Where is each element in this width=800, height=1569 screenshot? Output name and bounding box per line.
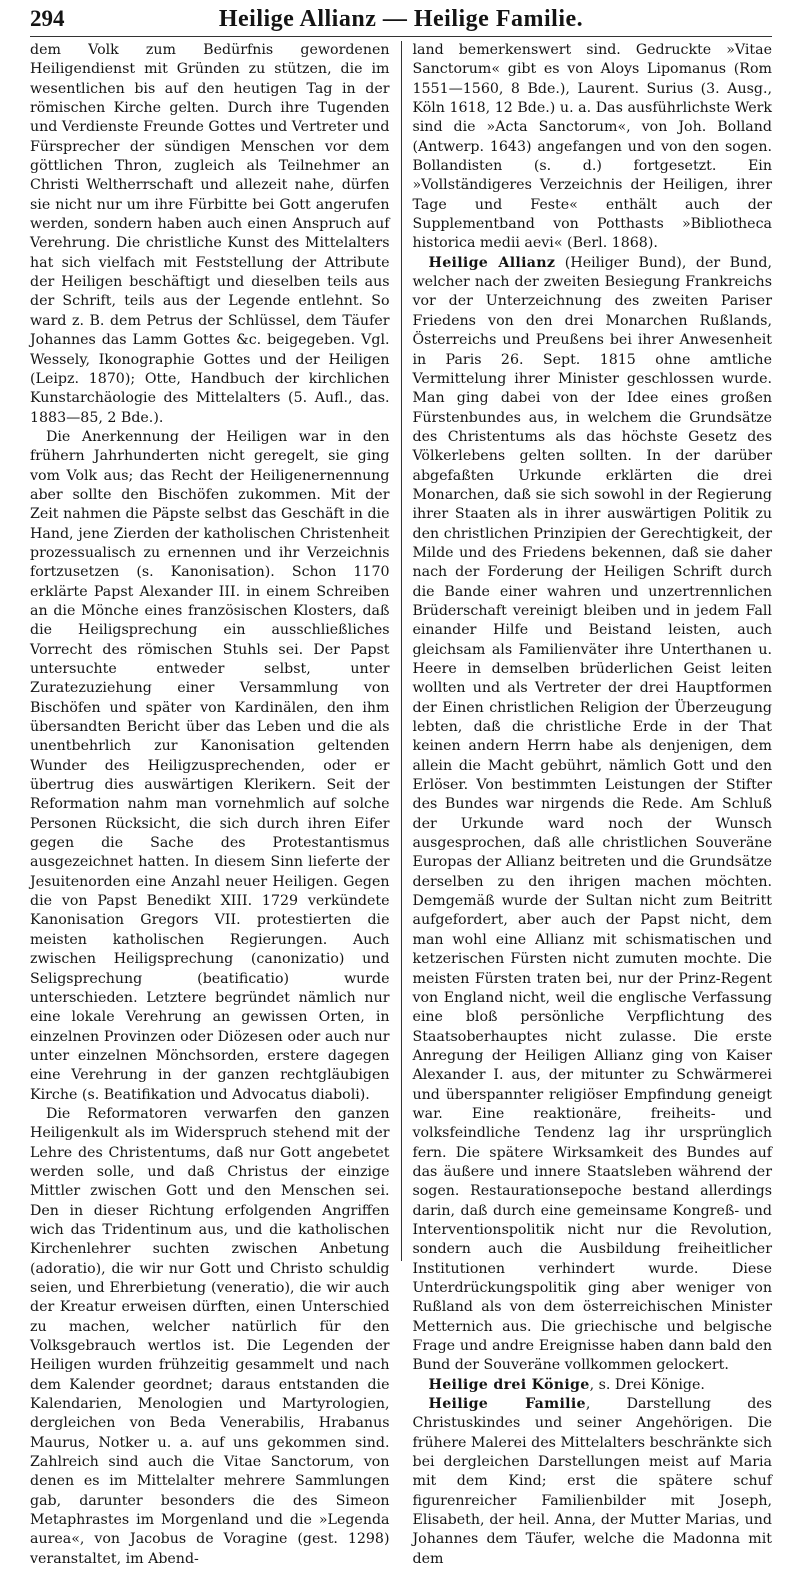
entry-paragraph [412,254,772,1376]
left-column [30,41,398,1567]
entry-lemma: Heilige Allianz [428,254,556,271]
body-paragraph: dem Volk zum Bedürfnis gewordenen Heiligendienst mit Gründen zu stützen, die im wesentlichen bis auf den heutigen Tag in der römischen Kirche gelten. Durch ihre Tugenden und Verdienste Freunde Gottes und Vertreter und Fürsprecher der sündigen Menschen vor dem göttlichen Thron, zugleich als Teilnehmer an Christi Weltherrschaft und allezeit nahe, dürfen sie nicht nur um ihre Fürbitte bei Gott angerufen werden, sondern haben auch einen Anspruch auf Verehrung. Die christliche Kunst des Mittelalters hat sich vielfach mit Feststellung der Attribute der Heiligen beschäftigt und dieselben teils aus der Schrift, teils aus der Legende entlehnt. So ward z. B. dem Petrus der Schlüssel, dem Täufer Johannes das Lamm Gottes &c. beigegeben. Vgl. Wessely, Ikonographie Gottes und der Heiligen (Leipz. 1870); Otte, Handbuch der kirchlichen Kunstarchäologie des Mittelalters (5. Aufl., das. 1883—85, 2 Bde.). [30,42,390,426]
entry-text: , Darstellung des Christuskindes und seiner Angehörigen. Die frühere Malerei des Mittelalters beschränkte sich bei dergleichen Darstellungen meist auf Maria mit dem Kind; erst die spätere schuf figurenreicher Familienbilder mit Joseph, Elisabeth, der heil. Anna, der Mutter Marias, und Johannes dem Täufer, welche die Madonna mit dem [412,1396,772,1567]
entry-paragraph [412,1395,772,1569]
entry-paragraph [412,1376,772,1395]
entry-lemma: Heilige drei Könige [428,1376,590,1393]
text-columns [30,41,772,1567]
body-paragraph: Die Reformatoren verwarfen den ganzen Heiligenkult als im Widerspruch stehend mit der Lehre des Christentums, daß nur Gott angebetet werden solle, und daß Christus der einzige Mittler zwischen Gott und den Menschen sei. Den in dieser Richtung erfolgenden Angriffen wich das Tridentinum aus, und die katholischen Kirchenlehrer suchten zwischen Anbetung (adoratio), die wir nur Gott und Christo schuldig seien, und Ehrerbietung (veneratio), die wir auch der Kreatur erweisen dürften, einen Unterschied zu machen, welcher natürlich für den Volksgebrauch wertlos ist. Die Legenden der Heiligen wurden frühzeitig gesammelt und nach dem Kalender geordnet; daraus entstanden die Kalendarien, Menologien und Martyrologien, dergleichen von Beda Venerabilis, Hrabanus Maurus, Notker u. a. auf uns gekommen sind. Zahlreich sind auch die Vitae Sanctorum, von denen es im Mittelalter mehrere Sammlungen gab, darunter besonders die des Simeon Metaphrastes im Morgenland und die »Legenda aurea«, von Jacobus de Voragine (gest. 1298) veranstaltet, im Abend- [30,1105,390,1567]
right-column [404,41,772,1567]
column-divider [401,41,402,1261]
body-paragraph: land bemerkenswert sind. Gedruckte »Vitae Sanctorum« gibt es von Aloys Lipomanus (Rom 1551—1560, 8 Bde.), Laurent. Surius (3. Ausg., Köln 1618, 12 Bde.) u. a. Das ausführlichste Werk sind die »Acta Sanctorum«, von Joh. Bolland (Antwerp. 1643) angefangen und von den sogen. Bollandisten (s. d.) fortgesetzt. Ein »Vollständigeres Verzeichnis der Heiligen, ihrer Tage und Feste« enthält auch der Supplementband von Potthasts »Bibliotheca historica medii aevi« (Berl. 1868). [412,42,772,252]
page-number: 294 [30,6,65,31]
page-header [30,6,772,37]
entry-lemma: Heilige Familie [428,1396,586,1413]
body-paragraph: Die Anerkennung der Heiligen war in den frühern Jahrhunderten nicht geregelt, sie ging vom Volk aus; das Recht der Heiligenernennung aber sollte den Bischöfen zukommen. Mit der Zeit nahmen die Päpste selbst das Geschäft in die Hand, jene Zierden der katholischen Christenheit prozessualisch zu ernennen und ihr Verzeichnis fortzusetzen (s. Kanonisation). Schon 1170 erklärte Papst Alexander III. in einem Schreiben an die Mönche eines französischen Klosters, daß die Heiligsprechung ein ausschließliches Vorrecht des römischen Stuhls sei. Der Papst untersuchte entweder selbst, unter Zuratezuziehung einer Versammlung von Bischöfen und später von Kardinälen, den ihm übersandten Bericht über das Leben und die als unentbehrlich zur Kanonisation geltenden Wunder des Heiligzusprechenden, oder er übertrug dies auswärtigen Klerikern. Seit der Reformation nahm man vornehmlich auf solche Personen Rücksicht, die sich durch ihren Eifer gegen die Sache des Protestantismus ausgezeichnet hatten. In diesem Sinn lieferte der Jesuitenorden eine Anzahl neuer Heiligen. Gegen die von Papst Benedikt XIII. 1729 verkündete Kanonisation Gregors VII. protestierten die meisten katholischen Regierungen. Auch zwischen Heiligsprechung (canonizatio) und Seligsprechung (beatificatio) wurde unterschieden. Letztere begründet nämlich nur eine lokale Verehrung an gewissen Orten, in einzelnen Provinzen oder Diözesen oder auch nur unter einzelnen Mönchsorden, erstere dagegen eine Verehrung in der ganzen rechtgläubigen Kirche (s. Beatifikation und Advocatus diaboli). [30,428,390,1103]
entry-text: (Heiliger Bund), der Bund, welcher nach der zweiten Besiegung Frankreichs vor der Unterzeichnung des zweiten Pariser Friedens von den drei Monarchen Rußlands, Österreichs und Preußens bei ihrer Anwesenheit in Paris 26. Sept. 1815 ohne amtliche Vermittelung ihrer Minister geschlossen wurde. Man ging dabei von der Idee eines großen Fürstenbundes aus, in welchem die Grundsätze des Christentums als das höchste Gesetz des Völkerlebens gelten sollten. In der darüber abgefaßten Urkunde erklärten die drei Monarchen, daß sie sich sowohl in der Regierung ihrer Staaten als in ihrer auswärtigen Politik zu den christlichen Prinzipien der Gerechtigkeit, der Milde und des Friedens bekennen, daß sie daher nach der Forderung der Heiligen Schrift durch die Bande einer wahren und unzertrennlichen Brüderschaft vereinigt bleiben und in jedem Fall einander Hilfe und Beistand leisten, auch gleichsam als Familienväter ihre Unterthanen u. Heere in demselben brüderlichen Geist leiten wollten und als Vertreter der drei Hauptformen der Einen christlichen Religion der Überzeugung lebten, daß die christliche Erde in der That keinen andern Herrn habe als denjenigen, dem allein die Macht gebührt, nämlich Gott und den Erlöser. Von bestimmten Leistungen der Stifter des Bundes war nirgends die Rede. Am Schluß der Urkunde ward noch der Wunsch ausgesprochen, daß alle christlichen Souveräne Europas der Allianz beitreten und die Grundsätze derselben zu den ihrigen machen möchten. Demgemäß wurde der Sultan nicht zum Beitritt aufgefordert, aber auch der Papst nicht, dem man wohl eine Allianz mit schismatischen und ketzerischen Fürsten nicht zumuten mochte. Die meisten Fürsten traten bei, nur der Prinz-Regent von England nicht, weil die englische Verfassung eine bloß persönliche Verpflichtung des Staatsoberhauptes nicht zulasse. Die erste Anregung der Heiligen Allianz ging von Kaiser Alexander I. aus, der mitunter zu Schwärmerei und überspannter religiöser Empfindung geneigt war. Eine reaktionäre, freiheits- und volksfeindliche Tendenz lag ihr ursprünglich fern. Die spätere Wirksamkeit des Bundes auf das äußere und innere Staatsleben während der sogen. Restaurationsepoche bestand allerdings darin, daß durch eine gemeinsame Kongreß- und Interventionspolitik nicht nur die Revolution, sondern auch die Ausbildung freiheitlicher Institutionen verhindert wurde. Diese Unterdrückungspolitik ging aber weniger von Rußland als von dem österreichischen Minister Metternich aus. Die griechische und belgische Frage und andre Ereignisse haben dann bald den Bund der Souveräne vollkommen gelockert. [412,254,772,1374]
entry-text: , s. Drei Könige. [589,1376,705,1393]
running-title: Heilige Allianz — Heilige Familie. [218,6,584,32]
